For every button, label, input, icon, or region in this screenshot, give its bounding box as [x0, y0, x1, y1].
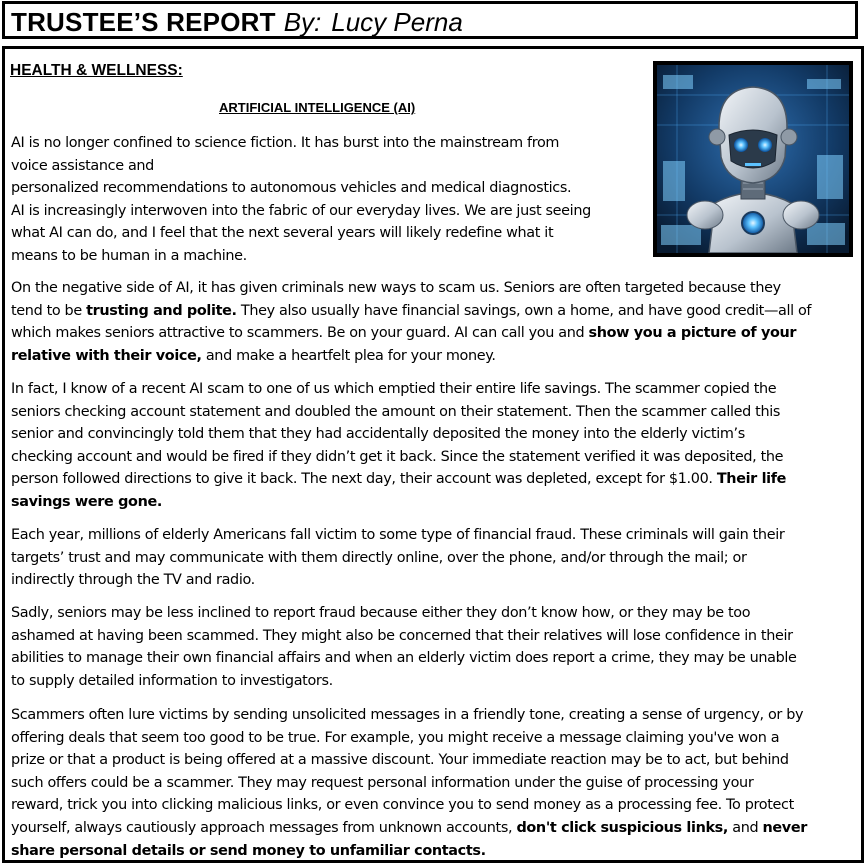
text-line: personalized recommendations to autonomous vehicles and medical diagnostics.: [11, 180, 572, 197]
report-title: [11, 6, 463, 38]
text-run: person followed directions to give it back. The next day, their account was depleted, except for $1.00.: [11, 471, 717, 488]
text-run: seniors checking account statement and doubled the amount on their statement. Then the scammer called this: [11, 403, 781, 420]
article-title: ARTIFICIAL INTELLIGENCE (AI): [219, 100, 416, 115]
report-title-main: TRUSTEE’S REPORT: [11, 7, 276, 37]
text-run: They also usually have financial savings, own a home, and have good credit—all of: [236, 302, 812, 319]
text-run: such offers could be a scammer. They may request personal information under the guise of processing your: [11, 774, 754, 791]
text-run: offering deals that seem too good to be true. For example, you might receive a message claiming you've won a: [11, 729, 780, 746]
text-line: voice assistance and: [11, 157, 154, 174]
emphasis-text: relative with their voice,: [11, 347, 202, 364]
text-line: AI is increasingly interwoven into the fabric of our everyday lives. We are just seeing: [11, 202, 591, 219]
text-line: ashamed at having been scammed. They might also be concerned that their relatives will lose confidence in their: [11, 627, 793, 644]
text-line: [11, 817, 807, 840]
text-line: [11, 322, 811, 345]
text-line: [11, 277, 811, 300]
text-line: abilities to manage their own financial affairs and when an elderly victim does report a crime, they may be unable: [11, 650, 797, 667]
text-run: and make a heartfelt plea for your money.: [201, 347, 496, 364]
report-body: [2, 46, 864, 863]
text-line: AI is no longer confined to science fiction. It has burst into the mainstream from: [11, 135, 560, 151]
emphasis-text: never: [762, 819, 807, 836]
author-name: Lucy Perna: [331, 7, 463, 37]
text-run: In fact, I know of a recent AI scam to one of us which emptied their entire life savings. The scammer copied the: [11, 381, 777, 397]
text-line: indirectly through the TV and radio.: [11, 572, 255, 589]
text-line: Sadly, seniors may be less inclined to report fraud because either they don’t know how, or they may be too: [11, 605, 751, 621]
paragraph-fraud-stats: [11, 524, 784, 592]
text-line: [11, 749, 807, 772]
byline-label: By:: [283, 7, 322, 37]
emphasis-text: Their life: [716, 471, 787, 488]
text-line: what AI can do, and I feel that the next several years will likely redefine what it: [11, 225, 554, 242]
text-line: [11, 772, 807, 795]
emphasis-text: share personal details or send money to unfamiliar contacts.: [11, 842, 486, 859]
emphasis-text: show you a picture of your: [588, 325, 797, 342]
text-run: yourself, always cautiously approach messages from unknown accounts,: [11, 819, 517, 836]
paragraph-reporting: [11, 602, 797, 692]
text-line: [11, 840, 807, 863]
emphasis-text: don't click suspicious links,: [516, 819, 729, 836]
paragraph-scam-story: [11, 378, 786, 514]
section-heading: HEALTH & WELLNESS:: [10, 62, 183, 79]
paragraph-scam-tactics: [11, 704, 807, 862]
text-line: [11, 401, 786, 424]
text-run: On the negative side of AI, it has given criminals new ways to scam us. Seniors are often targeted because they: [11, 280, 781, 296]
text-run: which makes seniors attractive to scammers. Be on your guard. AI can call you and: [11, 325, 589, 342]
text-line: [11, 468, 786, 491]
robot-illustration: [653, 61, 853, 257]
text-run: and: [728, 819, 763, 836]
text-run: tend to be: [11, 302, 87, 319]
text-line: [11, 378, 786, 401]
text-run: checking account and would be fired if they didn’t get it back. Since the statement verified it was deposited, the: [11, 448, 784, 465]
text-run: reward, trick you into clicking malicious links, or even convince you to send money as a processing fee. To protect: [11, 797, 794, 814]
text-line: Each year, millions of elderly Americans fall victim to some type of financial fraud. These criminals will gain their: [11, 527, 785, 543]
emphasis-text: trusting and polite.: [86, 302, 237, 319]
emphasis-text: savings were gone.: [11, 493, 162, 510]
text-line: [11, 727, 807, 750]
text-line: [11, 446, 786, 469]
paragraph-intro: [11, 132, 591, 268]
text-line: [11, 794, 807, 817]
report-header: [2, 1, 858, 39]
robot-icon: [657, 65, 849, 253]
text-line: [11, 345, 811, 368]
text-line: [11, 491, 786, 514]
text-line: [11, 300, 811, 323]
text-run: Scammers often lure victims by sending unsolicited messages in a friendly tone, creating a sense of urgency, or by: [11, 707, 804, 723]
text-line: [11, 423, 786, 446]
text-line: means to be human in a machine.: [11, 247, 247, 264]
text-line: to supply detailed information to investigators.: [11, 672, 333, 689]
paragraph-negative-side: [11, 277, 811, 367]
text-line: targets’ trust and may communicate with them directly online, over the phone, and/or through the mail; or: [11, 549, 747, 566]
text-run: senior and convincingly told them that they had accidentally deposited the money into the elderly victim’s: [11, 426, 745, 443]
text-line: [11, 704, 807, 727]
text-run: prize or that a product is being offered at a massive discount. Your immediate reaction may be to act, but behind: [11, 752, 789, 769]
